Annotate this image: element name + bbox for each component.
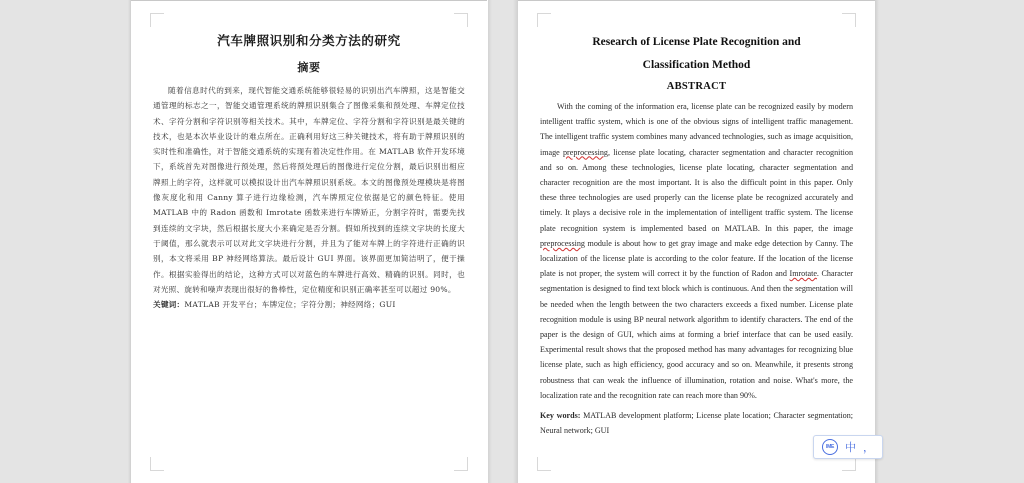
misspelled-word: preprocessing <box>540 238 585 248</box>
page-title <box>559 31 834 77</box>
keywords-line <box>153 297 465 312</box>
body-text-segment: , license plate locating, character segmentation and character recognition and so on. Among these technologies, license plate locating, character segmentation and character recognition are the most important. It is also the difficult point in this paper. Only these three technologies are used properly can the license plate be recognized accurately and timely. It plays a decisive role in the implementation of intelligent traffic system. The license plate recognition system is implemented based on MATLAB. In this paper, the image <box>540 147 853 233</box>
page-left-shadow <box>128 0 131 483</box>
page-title-line-1: Research of License Plate Recognition and <box>592 36 801 48</box>
page-top-edge <box>518 0 875 1</box>
abstract-body-paragraph <box>540 99 853 403</box>
keywords-line <box>540 408 853 438</box>
page-content-english[interactable] <box>537 13 856 471</box>
body-text-segment: With the coming of the information era, license plate can be recognized easily by modern intelligent traffic system, which is one of the obvious signs of intelligent traffic management. The intelligent traffic system combines many advanced technologies, such as image acquisition, image <box>540 102 853 157</box>
keywords-value: MATLAB development platform; License plate location; Character segmentation; Neural network; GUI <box>540 411 853 436</box>
page-spread <box>131 0 875 483</box>
page-top-edge <box>131 0 487 1</box>
misspelled-word: Imrotate <box>789 269 817 279</box>
ime-toolbar[interactable] <box>813 435 883 459</box>
keywords-label: 关键词： <box>153 300 185 310</box>
page-separator-gap <box>488 0 518 483</box>
ime-logo-icon[interactable]: IME <box>822 439 838 455</box>
document-page-english[interactable] <box>518 0 875 483</box>
page-title-line-2: Classification Method <box>642 59 751 71</box>
page-right-shadow <box>875 0 879 483</box>
body-text-segment: . Character segmentation is designed to find text block which is continuous. And then the segmentation will be needed when the length between the two characters exceeds a fixed number. License plate recognition module is using BP neural network algorithm to identify characters. The end of the paper is the design of GUI, which aims at forming a brief interface that can be used easily. Experimental result shows that the proposed method has many advantages for recognizing blue license plate, such as high efficiency, good accuracy and so on. Meanwhile, it presents strong robustness that can weak the influence of illumination, rotation and noise. What's more, the localization rate and the recognition rate can reach more than 90%. <box>540 269 853 400</box>
keywords-value: MATLAB 开发平台；车牌定位；字符分割；神经网络；GUI <box>184 300 396 310</box>
ime-punctuation-mode-button[interactable]: ， <box>863 440 874 454</box>
misspelled-word: preprocessing <box>563 147 608 157</box>
ime-language-mode-button[interactable]: 中 <box>845 440 856 454</box>
abstract-heading: ABSTRACT <box>666 81 727 92</box>
body-text-segment: module is about how to get gray image and make edge detection by Canny. The localization of the license plate is according to the color feature. If the location of the license plate is not proper, the system will correct it by the function of Radon and <box>540 238 853 279</box>
page-title: 汽车牌照识别和分类方法的研究 <box>217 33 401 48</box>
keywords-label: Key words: <box>540 411 581 421</box>
page-content-chinese[interactable] <box>150 13 468 471</box>
abstract-body-paragraph: 随着信息时代的到来，现代智能交通系统能够很轻易的识别出汽车牌照，这是智能交通管理的标志之一，智能交通管理系统的牌照识别集合了图像采集和预处理、车牌定位技术、字符分割和字符识别等相关技术。其中，车牌定位、字符分割和字符识别是最关键的技术，也是本次毕业设计的难点所在。正确利用好这三种关键技术，将有助于牌照识别的实时性和准确性，对于智能交通系统的实现有着决定性作用。在 MATLAB 软件开发环境下，系统首先对图像进行预处理，然后将预处理后的图像进行定位分割，最后识别出相应牌照上的字符，这样就可以模拟设计出汽车牌照识别系统。本文的图像预处理模块是将图像灰度化和用 Canny 算子进行边缘检测，汽车牌照定位依据是它的颜色特征。使用 MATLAB 中的 Radon 函数和 Imrotate 函数来进行车牌矫正，分割字符时，需要先找到连续的文字块，然后根据长度大小来确定是否分割。假如所找到的连续文字块的长度大于阈值，那么就表示可以对此文字块进行分割，并且为了能对车牌上的字符进行正确的识别，本文将采用 BP 神经网络算法。最后设计 GUI 界面。该界面更加简洁明了，便于操作。根据实验得出的结论，这种方式可以对蓝色的车牌进行高效、精确的识别。同时，也对光照、旋转和噪声表现出很好的鲁棒性，定位精度和识别正确率甚至可以超过 90%。 <box>153 86 465 294</box>
document-page-chinese[interactable] <box>131 0 488 483</box>
abstract-heading: 摘要 <box>297 61 321 74</box>
